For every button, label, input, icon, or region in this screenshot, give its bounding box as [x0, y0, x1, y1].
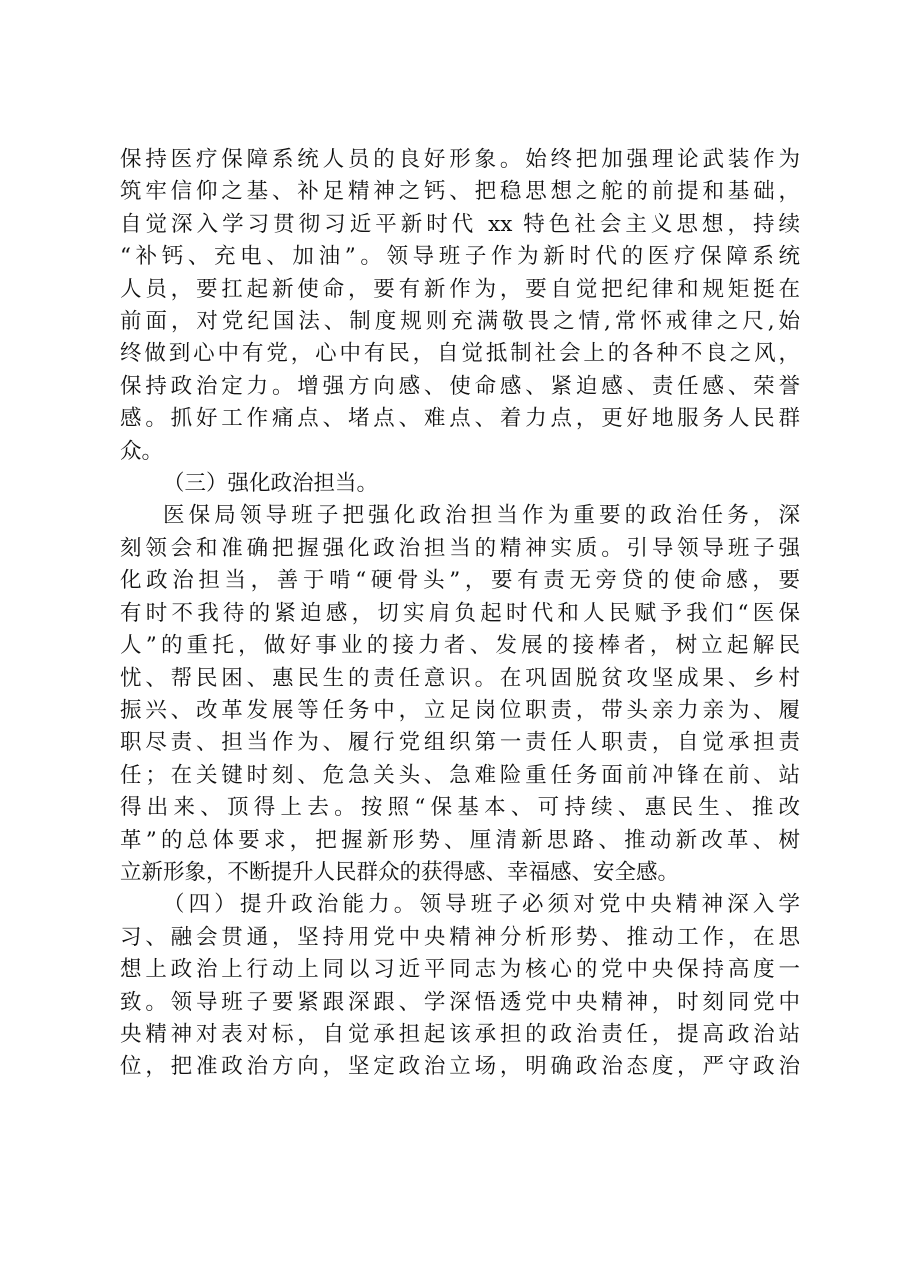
text-line: 振兴、改革发展等任务中，立足岗位职责，带头亲力亲为、履: [120, 697, 800, 723]
text-line: 化政治担当，善于啃“硬骨头”，要有责无旁贷的使命感，要: [120, 568, 800, 594]
text-line: 感。抓好工作痛点、堵点、难点、着力点，更好地服务人民群: [120, 406, 800, 432]
paragraph-p4: [120, 889, 800, 1083]
text-line: 自觉深入学习贯彻习近平新时代 xx 特色社会主义思想，持续: [120, 211, 800, 237]
text-line: 前面，对党纪国法、制度规则充满敬畏之情,常怀戒律之尺,始: [120, 309, 800, 335]
text-line: 职尽责、担当作为、履行党组织第一责任人职责，自觉承担责: [120, 730, 800, 756]
text-line: （四）提升政治能力。领导班子必须对党中央精神深入学: [163, 892, 800, 918]
text-line: 人”的重托，做好事业的接力者、发展的接棒者，树立起解民: [120, 633, 800, 659]
text-line: 致。领导班子要紧跟深跟、学深悟透党中央精神，时刻同党中: [120, 989, 800, 1015]
paragraph-p2: [120, 468, 800, 500]
text-line: 终做到心中有党，心中有民，自觉抵制社会上的各种不良之风，: [120, 341, 800, 367]
text-line: 保持政治定力。增强方向感、使命感、紧迫感、责任感、荣誉: [120, 373, 800, 399]
text-line: 有时不我待的紧迫感，切实肩负起时代和人民赋予我们“医保: [120, 600, 800, 626]
text-line: 立新形象，不断提升人民群众的获得感、幸福感、安全感。: [120, 859, 680, 885]
text-line: 筑牢信仰之基、补足精神之钙、把稳思想之舵的前提和基础，: [120, 179, 800, 205]
text-line: 想上政治上行动上同以习近平同志为核心的党中央保持高度一: [120, 957, 800, 983]
text-line: 医保局领导班子把强化政治担当作为重要的政治任务，深: [163, 503, 800, 529]
text-line: 央精神对表对标，自觉承担起该承担的政治责任，提高政治站: [120, 1021, 800, 1047]
paragraph-p3: [120, 500, 800, 889]
paragraph-p1: [120, 144, 800, 468]
text-line: （三）强化政治担当。: [163, 471, 379, 497]
text-line: 刻领会和准确把握强化政治担当的精神实质。引导领导班子强: [120, 535, 800, 561]
text-line: 保持医疗保障系统人员的良好形象。始终把加强理论武装作为: [120, 147, 800, 172]
document-body: [120, 144, 800, 1084]
text-line: 人员，要扛起新使命，要有新作为，要自觉把纪律和规矩挺在: [120, 276, 800, 302]
text-line: “补钙、充电、加油”。领导班子作为新时代的医疗保障系统: [120, 244, 800, 270]
text-line: 位，把准政治方向，坚定政治立场，明确政治态度，严守政治: [120, 1054, 800, 1080]
text-line: 任；在关键时刻、危急关头、急难险重任务面前冲锋在前、站: [120, 762, 800, 788]
text-line: 得出来、顶得上去。按照“保基本、可持续、惠民生、推改: [120, 795, 800, 821]
text-line: 革”的总体要求，把握新形势、厘清新思路、推动新改革、树: [120, 827, 800, 853]
text-line: 众。: [120, 438, 164, 464]
text-line: 忧、帮民困、惠民生的责任意识。在巩固脱贫攻坚成果、乡村: [120, 665, 800, 691]
text-line: 习、融会贯通，坚持用党中央精神分析形势、推动工作，在思: [120, 924, 800, 950]
